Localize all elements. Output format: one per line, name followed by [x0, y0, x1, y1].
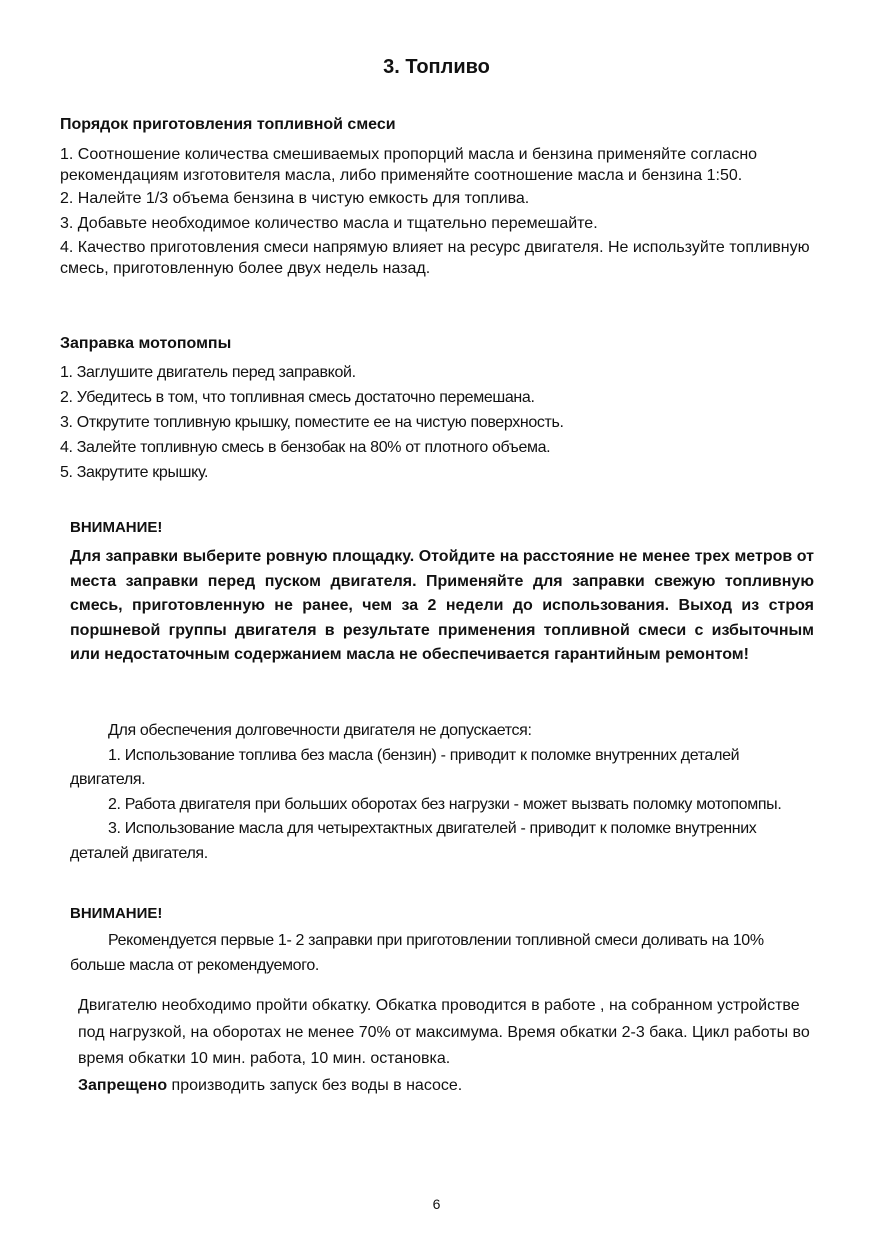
- warning-text: Для заправки выберите ровную площадку. Отойдите на расстояние не менее трех метров от места заправки перед пуском двигателя. Применяйте для заправки свежую топливную смесь, приготовленную не ранее, чем за 2 недели до использования. Выход из строя поршневой группы двигателя в результате применения топливной смеси с избыточным или недостаточным содержанием масла не обеспечивается гарантийным ремонтом!: [70, 548, 814, 663]
- forbidden-notice: [78, 1073, 818, 1100]
- section-heading-fuel-mix: Порядок приготовления топливной смеси: [60, 116, 396, 133]
- oil-recommendation: [70, 929, 810, 978]
- fuel-mix-step: 4. Качество приготовления смеси напрямую влияет на ресурс двигателя. Не используйте топливную смесь, приготовленную более двух недель назад.: [60, 239, 810, 277]
- durability-item: 1. Использование топлива без масла (бензин) - приводит к поломке внутренних деталей двигателя.: [70, 746, 740, 788]
- durability-list: [70, 719, 810, 866]
- fuel-mix-steps: [60, 145, 820, 279]
- refueling-step: 5. Закрутите крышку.: [60, 464, 209, 481]
- durability-intro: Для обеспечения долговечности двигателя не допускается:: [108, 722, 532, 739]
- break-in-section: [78, 993, 818, 1099]
- page-title: 3. Топливо: [383, 56, 490, 78]
- fuel-mix-step: 2. Налейте 1/3 объема бензина в чистую емкость для топлива.: [60, 190, 530, 207]
- refueling-step: 3. Открутите топливную крышку, поместите ее на чистую поверхность.: [60, 414, 564, 431]
- refueling-step: 4. Залейте топливную смесь в бензобак на 80% от плотного объема.: [60, 439, 551, 456]
- break-in-text: Двигателю необходимо пройти обкатку. Обкатка проводится в работе , на собранном устройстве под нагрузкой, на оборотах не менее 70% от максимума. Время обкатки 2-3 бака. Цикл работы во время обкатки 10 мин. работа, 10 мин. остановка.: [78, 997, 810, 1067]
- fuel-mix-step: 3. Добавьте необходимое количество масла и тщательно перемешайте.: [60, 214, 598, 232]
- forbidden-label: Запрещено: [78, 1076, 168, 1094]
- page-number: 6: [432, 1196, 441, 1212]
- fuel-mix-step: 1. Соотношение количества смешиваемых пропорций масла и бензина применяйте согласно рекомендациям изготовителя масла, либо применяйте соотношение масла и бензина 1:50.: [60, 146, 758, 184]
- forbidden-text: производить запуск без воды в насосе.: [167, 1076, 463, 1094]
- warning-heading: ВНИМАНИЕ!: [70, 905, 163, 922]
- refueling-steps: [60, 360, 820, 485]
- warning-heading: ВНИМАНИЕ!: [70, 519, 163, 536]
- refueling-step: 2. Убедитесь в том, что топливная смесь достаточно перемешана.: [60, 389, 535, 406]
- refueling-step: 1. Заглушите двигатель перед заправкой.: [60, 364, 356, 381]
- durability-item: 3. Использование масла для четырехтактных двигателей - приводит к поломке внутренних деталей двигателя.: [70, 820, 757, 862]
- durability-item: 2. Работа двигателя при больших оборотах без нагрузки - может вызвать поломку мотопомпы.: [108, 795, 782, 813]
- oil-recommendation-text: Рекомендуется первые 1- 2 заправки при приготовлении топливной смеси доливать на 10% больше масла от рекомендуемого.: [70, 932, 764, 974]
- section-heading-refueling: Заправка мотопомпы: [60, 335, 232, 352]
